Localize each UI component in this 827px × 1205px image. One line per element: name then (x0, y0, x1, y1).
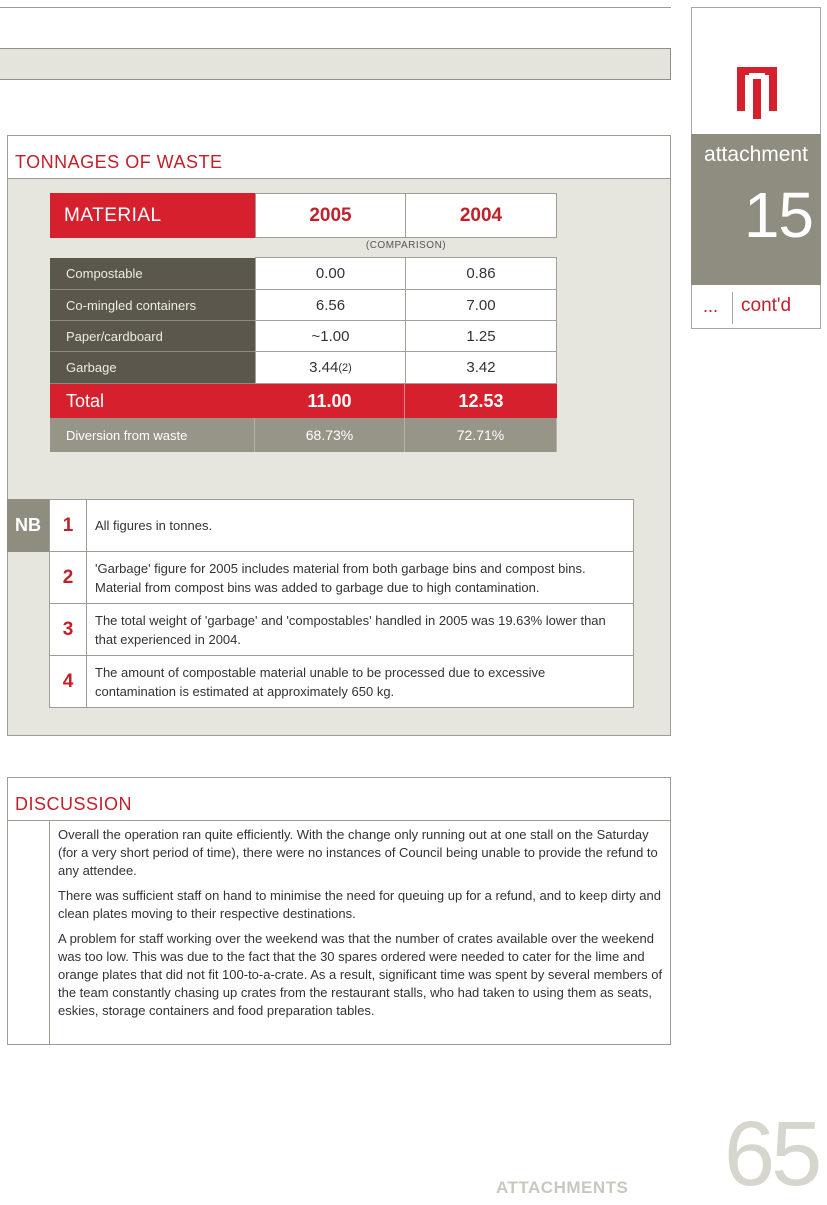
note-text: The amount of compostable material unable to be processed due to excessive contamination is estimated at approximately 650 kg. (95, 664, 546, 699)
header-2005: 2005 (255, 193, 406, 238)
tab-divider (732, 292, 733, 324)
note-number: 1 (50, 500, 87, 551)
continued-label: cont'd (741, 295, 792, 316)
attachment-label: attachment (704, 143, 808, 166)
comparison-label: (COMPARISON) (365, 240, 447, 251)
attachment-number: 15 (743, 179, 813, 251)
diversion-2005: 68.73% (255, 418, 405, 452)
discussion-paragraph: A problem for staff working over the weekend was that the number of crates available over the weekend was too low. This was due to the fact that the 30 spares ordered were needed to cater for the lime and orange plates that did not fit 100-to-a-crate. As a result, significant time was spent by several members of the team constantly chasing up crates from the restaurant stalls, who had taken to using them as seats, eskies, storage containers and food preparation tables. (58, 931, 663, 1018)
row-value-2004: 3.42 (405, 351, 557, 384)
discussion-divider (7, 820, 671, 821)
garbage-2005-value: 3.44 (309, 359, 339, 376)
footnote-ref: (2) (338, 361, 352, 374)
note-text: 'Garbage' figure for 2005 includes material from both garbage bins and compost bins. Material from compost bins was added to garbage due to high contamination. (95, 560, 586, 595)
row-label: Compostable (50, 258, 255, 290)
discussion-title: DISCUSSION (15, 794, 133, 814)
note-number: 4 (50, 656, 87, 707)
diversion-label: Diversion from waste (50, 418, 255, 452)
header-material: MATERIAL (50, 193, 255, 238)
row-value-2005: ~1.00 (255, 320, 406, 352)
continued-dots: ... (703, 296, 719, 316)
note-number: 3 (50, 604, 87, 655)
top-bar (0, 48, 671, 80)
note-item (49, 551, 634, 604)
footer-label: ATTACHMENTS (496, 1178, 629, 1197)
row-label: Paper/cardboard (50, 321, 255, 352)
nb-label: NB (7, 499, 49, 552)
diversion-2004: 72.71% (405, 418, 557, 452)
note-item (49, 603, 634, 656)
note-item (49, 499, 634, 552)
row-value-2005 (255, 351, 406, 384)
total-label: Total (50, 384, 255, 418)
section-title: TONNAGES OF WASTE (15, 152, 223, 172)
discussion-paragraph: There was sufficient staff on hand to minimise the need for queuing up for a refund, and to keep dirty and clean plates moving to their respective destinations. (58, 888, 661, 921)
header-2004: 2004 (405, 193, 557, 238)
discussion-body (58, 826, 664, 1027)
row-value-2004: 0.86 (405, 257, 557, 290)
row-value-2005: 6.56 (255, 289, 406, 321)
total-2005: 11.00 (255, 384, 405, 418)
note-number: 2 (50, 552, 87, 603)
row-value-2004: 7.00 (405, 289, 557, 321)
council-logo-icon (691, 7, 821, 134)
discussion-paragraph: Overall the operation ran quite efficiently. With the change only running out at one stall on the Saturday (for a very short period of time), there were no instances of Council being unable to provide the refund to any attendee. (58, 827, 658, 878)
note-item (49, 655, 634, 708)
discussion-margin-rule (49, 820, 50, 1045)
page-number: 65 (724, 1103, 819, 1205)
note-text: All figures in tonnes. (95, 518, 213, 533)
row-value-2005: 0.00 (255, 257, 406, 290)
row-label: Garbage (50, 352, 255, 384)
row-label: Co-mingled containers (50, 290, 255, 321)
top-rule (0, 7, 671, 8)
row-value-2004: 1.25 (405, 320, 557, 352)
note-text: The total weight of 'garbage' and 'compostables' handled in 2005 was 19.63% lower than that experienced in 2004. (95, 612, 606, 647)
total-2004: 12.53 (405, 384, 557, 418)
